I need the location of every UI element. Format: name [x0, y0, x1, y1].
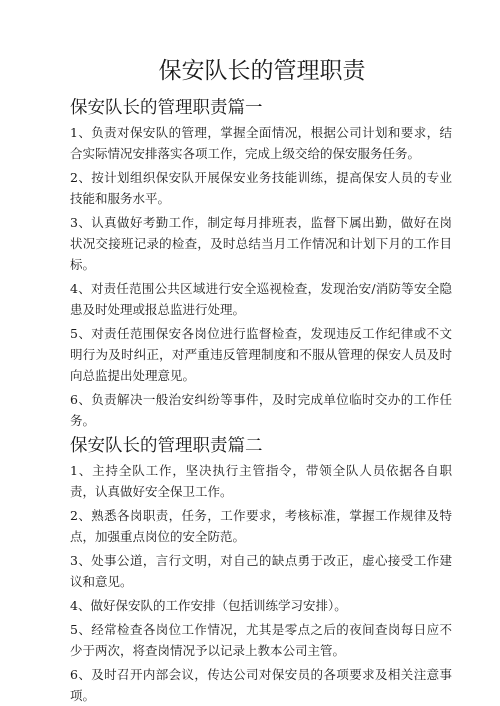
list-item: 5、经常检查各岗位工作情况，尤其是零点之后的夜间查岗每日应不少于两次，将查岗情况予以记录上教本公司主管。 [70, 622, 452, 658]
list-item: 6、及时召开内部会议，传达公司对保安员的各项要求及相关注意事项。 [70, 667, 452, 703]
list-item: 4、对责任范围公共区域进行安全巡视检查，发现治安/消防等安全隐患及时处理或报总监进行处理。 [70, 281, 452, 317]
list-item: 1、负责对保安队的管理，掌握全面情况，根据公司计划和要求，结合实际情况安排落实各项工作，完成上级交给的保安服务任务。 [70, 125, 452, 161]
section-heading-1: 保安队长的管理职责篇一 [70, 98, 263, 118]
list-item: 4、做好保安队的工作安排（包括训练学习安排）。 [70, 598, 347, 613]
list-item: 1、主持全队工作，坚决执行主管指令，带领全队人员依据各自职责，认真做好安全保卫工作。 [70, 463, 452, 499]
list-item: 2、熟悉各岗职责，任务，工作要求，考核标准，掌握工作规律及特点，加强重点岗位的安全防范。 [70, 508, 452, 544]
document-title: 保安队长的管理职责 [158, 58, 366, 84]
list-item: 3、认真做好考勤工作，制定每月排班表，监督下属出勤，做好在岗状况交接班记录的检查，及时总结当月工作情况和计划下月的工作目标。 [70, 215, 452, 272]
list-item: 3、处事公道，言行文明，对自己的缺点勇于改正，虚心接受工作建议和意见。 [70, 553, 452, 589]
section-heading-2: 保安队长的管理职责篇二 [70, 436, 263, 456]
section-2-list [70, 460, 452, 706]
list-item: 5、对责任范围保安各岗位进行监督检查，发现违反工作纪律或不文明行为及时纠正，对严重违反管理制度和不服从管理的保安人员及时向总监提出处理意见。 [70, 326, 452, 383]
list-item: 2、按计划组织保安队开展保安业务技能训练，提高保安人员的专业技能和服务水平。 [70, 170, 452, 206]
list-item: 6、负责解决一般治安纠纷等事件，及时完成单位临时交办的工作任务。 [70, 392, 452, 428]
section-1-list [70, 122, 452, 431]
